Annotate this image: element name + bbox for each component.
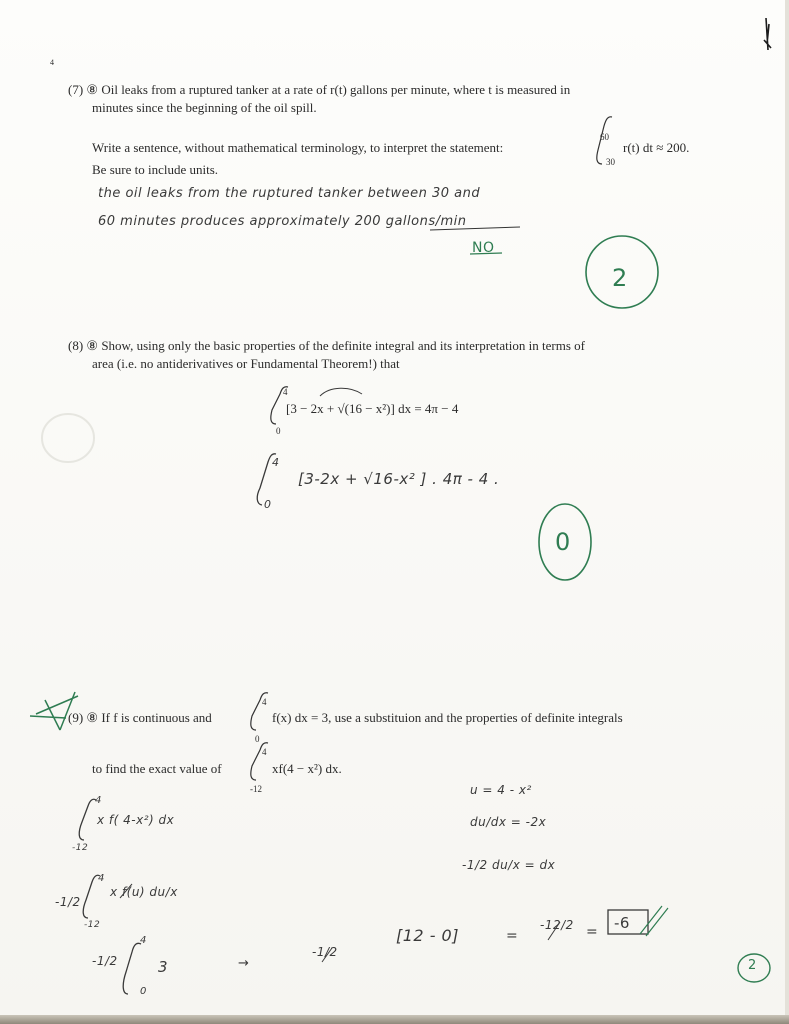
q9-target-integrand: xf(4 − x²) dx. xyxy=(272,761,342,776)
q7-answer-underline xyxy=(430,227,520,230)
q7-upper-limit: 60 xyxy=(600,132,609,142)
q9-answer-box xyxy=(608,910,648,934)
q7-grader-underline xyxy=(470,253,502,254)
q9-sub-u: u = 4 - x² xyxy=(470,783,532,797)
q8-arc-mark xyxy=(320,388,362,396)
q9-work1-lower: -12 xyxy=(72,843,89,853)
q8-integrand: [3 − 2x + √(16 − x²)] dx = 4π − 4 xyxy=(286,401,459,416)
q7-answer-line1: the oil leaks from the ruptured tanker between 30 and xyxy=(98,186,481,201)
q8-lower-limit: 0 xyxy=(276,426,281,436)
q8-score: 0 xyxy=(555,528,571,556)
q9-work3-lower: 0 xyxy=(140,986,147,997)
q9-cancel-half xyxy=(322,948,332,962)
q8-student-lower: 0 xyxy=(264,498,272,511)
q9-work3-coef: -1/2 xyxy=(92,954,118,968)
ghost-circle xyxy=(42,414,94,462)
q7-number: (7) xyxy=(68,82,84,97)
q9-score-circle xyxy=(738,954,770,982)
q9-given-upper: 4 xyxy=(262,697,267,707)
q9-equals1: = xyxy=(506,928,519,944)
q7-grader-note: NO xyxy=(472,240,495,256)
q7-lower-limit: 30 xyxy=(606,157,615,167)
q9-bracket: [12 - 0] xyxy=(396,926,459,945)
q9-work2-lower: -12 xyxy=(84,920,101,930)
q7-prompt: Write a sentence, without mathematical terminology, to interpret the statement: xyxy=(92,140,504,155)
q8-integral-sign xyxy=(271,387,288,424)
q9-number: (9) xyxy=(68,710,84,725)
q8-score-circle xyxy=(539,504,591,580)
q9-work1-upper: 4 xyxy=(95,795,102,806)
q8-text-line2: area (i.e. no antiderivatives or Fundamental Theorem!) that xyxy=(92,356,400,371)
q7-score-circle xyxy=(586,236,658,308)
q9-work2-integral-sign xyxy=(83,875,100,918)
q9-target-lower: -12 xyxy=(250,784,262,794)
q9-cancel-frac xyxy=(548,922,560,940)
q7-score: 2 xyxy=(612,264,628,292)
q9-boxed-answer: -6 xyxy=(614,914,630,932)
q7-points: ⑧ xyxy=(86,82,99,97)
q9-work3-integral-sign xyxy=(123,943,141,994)
q9-work2: x f(u) du/x xyxy=(110,885,178,899)
q9-work2-coef: -1/2 xyxy=(55,895,81,909)
q9-equals2: = xyxy=(586,924,599,940)
q8-number: (8) xyxy=(68,338,84,353)
q9-sub-du: du/dx = -2x xyxy=(470,815,547,829)
q9-half: -1/2 xyxy=(312,945,338,959)
q9-given-lower: 0 xyxy=(255,734,260,744)
q9-target-integral-sign xyxy=(251,743,268,780)
q8-points: ⑧ xyxy=(86,338,99,353)
q8-student-work: [3-2x + √16-x² ] . 4π - 4 . xyxy=(298,470,500,488)
q9-score: 2 xyxy=(748,958,757,973)
q9-work2-upper: 4 xyxy=(98,873,105,884)
q9-text-a: If f is continuous and xyxy=(101,710,212,725)
q9-work3: 3 xyxy=(158,958,169,976)
q8-student-upper: 4 xyxy=(272,456,280,469)
q7-text-line1: Oil leaks from a ruptured tanker at a rate of r(t) gallons per minute, where t is measured in xyxy=(101,82,571,97)
q9-work3-upper: 4 xyxy=(140,935,147,946)
q9-work1-integral-sign xyxy=(79,799,96,840)
q7-integral-sign xyxy=(597,117,612,164)
q9-sub-dx: -1/2 du/x = dx xyxy=(462,858,556,872)
q9-text-b: to find the exact value of xyxy=(92,761,222,776)
q9-star-mark xyxy=(30,692,78,730)
q9-frac: -12/2 xyxy=(540,918,574,932)
q9-work1: x f( 4-x²) dx xyxy=(97,813,175,827)
q8-student-integral-sign xyxy=(257,454,276,505)
q8-upper-limit: 4 xyxy=(283,387,288,397)
q9-given-integral-sign xyxy=(251,693,268,730)
q9-points: ⑧ xyxy=(86,710,99,725)
q7-text-line2: minutes since the beginning of the oil spill. xyxy=(92,100,317,115)
q7-integrand: r(t) dt ≈ 200. xyxy=(623,140,690,155)
q7-units-note: Be sure to include units. xyxy=(92,162,219,177)
q9-cancel-x xyxy=(120,884,132,898)
q9-given-integrand: f(x) dx = 3, use a substituion and the properties of definite integrals xyxy=(272,710,623,725)
page-number: 4 xyxy=(50,58,54,67)
q8-text-line1: Show, using only the basic properties of the definite integral and its interpretation in terms of xyxy=(101,338,585,353)
q9-target-upper: 4 xyxy=(262,747,267,757)
q9-arrow: → xyxy=(238,956,250,971)
q7-answer-line2: 60 minutes produces approximately 200 gallons/min xyxy=(98,214,467,229)
